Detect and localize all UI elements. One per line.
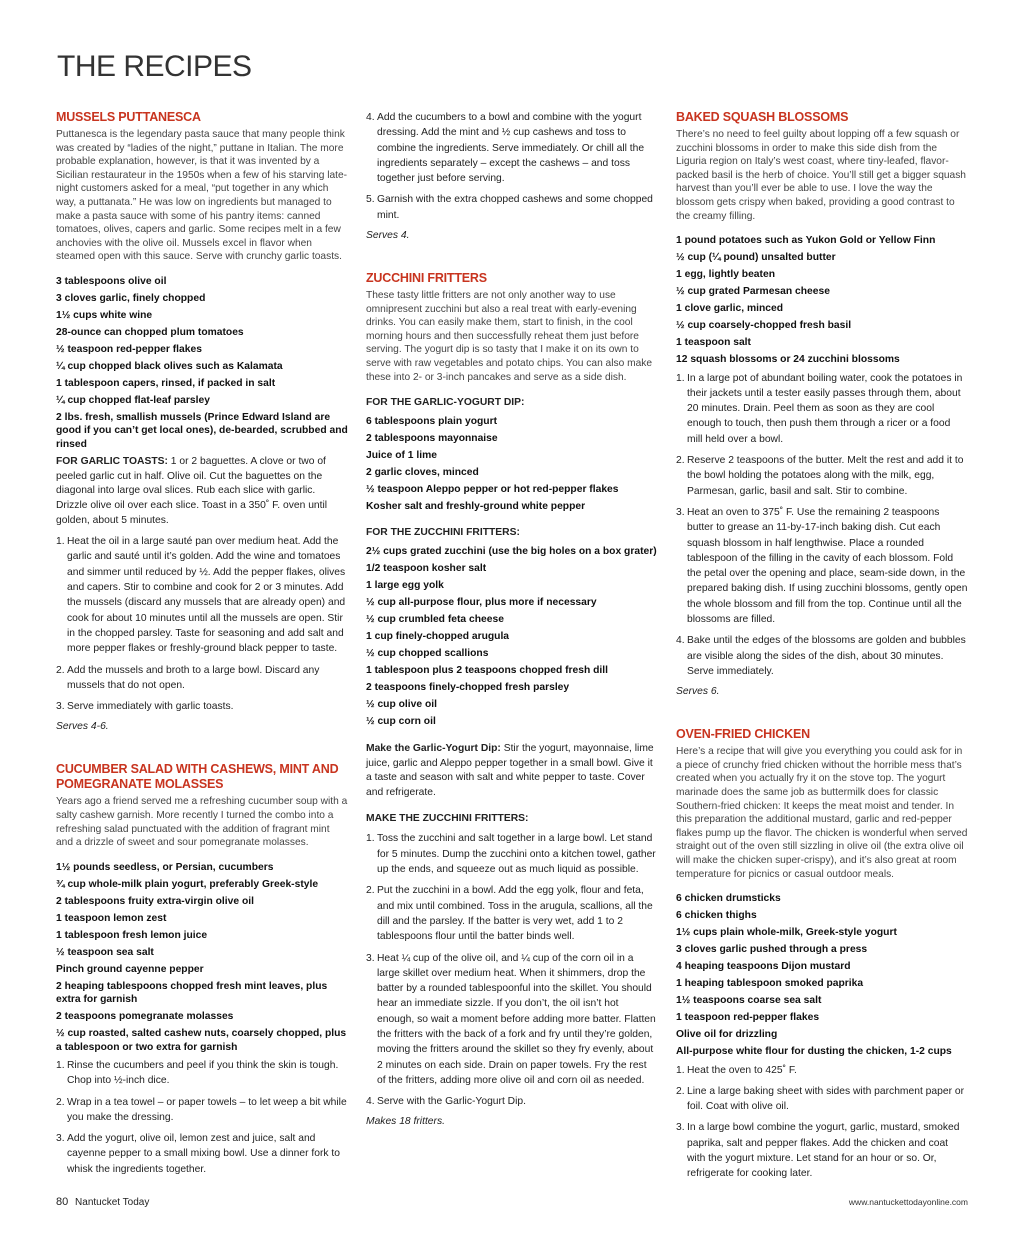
- step-number: 3.: [676, 506, 685, 518]
- step-number: 1.: [56, 1059, 65, 1071]
- ingredient-item: 2 lbs. fresh, smallish mussels (Prince Edward Island are good if you can’t get local ones), de-bearded, scrubbed and rinsed: [56, 411, 348, 450]
- step-list: [366, 831, 658, 1109]
- step-text: Rinse the cucumbers and peel if you think the skin is tough. Chop into ½-inch dice.: [67, 1059, 339, 1087]
- step-text: Wrap in a tea towel – or paper towels – to let weep a bit while you make the dressing.: [67, 1096, 347, 1123]
- step-text: Reserve 2 teaspoons of the butter. Melt the rest and add it to the bowl holding the potatoes along with the milk, egg, Parmesan, garlic, basil and salt. Stir to combine.: [687, 455, 964, 497]
- step-item: [366, 831, 658, 877]
- recipe-baked-squash-blossoms: [676, 110, 968, 699]
- step-number: 2.: [676, 455, 685, 467]
- step-number: 1.: [676, 372, 685, 384]
- step-list: [676, 371, 968, 680]
- ingredient-item: 6 tablespoons plain yogurt: [366, 416, 498, 428]
- ingredient-item: ½ cup olive oil: [366, 698, 437, 710]
- ingredient-item: 1½ cups plain whole-milk, Greek-style yogurt: [676, 927, 897, 939]
- step-number: 2.: [676, 1085, 685, 1097]
- ingredient-item: 1½ teaspoons coarse sea salt: [676, 995, 822, 1007]
- ingredient-item: 1 tablespoon capers, rinsed, if packed in salt: [56, 377, 276, 389]
- step-number: 3.: [56, 701, 65, 713]
- step-number: 4.: [676, 635, 685, 647]
- recipe-intro: There’s no need to feel guilty about lopping off a few squash or zucchini blossoms in order to make this side dish from the Liguria region on Italy’s west coast, where tiny-leafed, flavor-packed basil is the herb of choice. You’ll still get a bigger squash harvest than you’ll ever be able to use. I love the way the blossom gets crispy when baked, providing a good contrast to the creamy filling.: [676, 129, 966, 222]
- page-number: 80: [56, 1196, 69, 1208]
- step-number: 1.: [56, 536, 65, 548]
- recipe-intro: Here’s a recipe that will give you everything you could ask for in a piece of crunchy fried chicken without the horrible mess that’s created when you actually fry it on the stove top. The yogurt marinade does the same job as buttermilk does for classic Southern-fried chicken: It keeps the meat moist and tender. In this preparation the additional mustard, garlic and red-pepper flakes pump up the flavor. The chicken is wonderful when served straight out of the oven still sizzling in olive oil (the extra olive oil will make the chicken super-crispy), and it’s also great at room temperature for picnics or casual outdoor meals.: [676, 746, 968, 880]
- ingredient-item: 1 egg, lightly beaten: [676, 269, 775, 281]
- step-text: Toss the zucchini and salt together in a large bowl. Let stand for 5 minutes. Dump the zucchini onto a kitchen towel, gather up the ends, and squeeze out as much liquid as possible.: [377, 833, 656, 876]
- recipe-zucchini-fritters: [366, 271, 658, 1129]
- ingredient-item: 1 teaspoon red-pepper flakes: [676, 1012, 820, 1024]
- dip-subhead: FOR THE GARLIC-YOGURT DIP:: [366, 397, 525, 409]
- step-item: [56, 699, 348, 714]
- garlic-toasts-label: FOR GARLIC TOASTS:: [56, 456, 168, 468]
- step-list: [56, 534, 348, 714]
- step-item: [56, 1058, 348, 1089]
- ingredient-list: [56, 275, 348, 451]
- ingredient-item: 6 chicken thighs: [676, 910, 757, 922]
- step-item: [366, 192, 658, 223]
- publication-name: Nantucket Today: [75, 1197, 150, 1208]
- step-list: [366, 110, 658, 223]
- ingredient-item: 3 cloves garlic, finely chopped: [56, 292, 206, 304]
- recipe-title: ZUCCHINI FRITTERS: [366, 271, 487, 286]
- step-number: 3.: [56, 1133, 65, 1145]
- step-number: 2.: [56, 664, 65, 676]
- ingredient-item: All-purpose white flour for dusting the chicken, 1-2 cups: [676, 1046, 952, 1058]
- recipe-intro: Years ago a friend served me a refreshing cucumber soup with a salty cashew garnish. More recently I turned the combo into a refreshing salad punctuated with the addition of fragrant mint and a drizzle of sweet and sour pomegranate molasses.: [56, 796, 348, 849]
- step-text: Add the cucumbers to a bowl and combine with the yogurt dressing. Add the mint and ½ cup cashews and toss to combine the ingredients. Serve immediately. Or chill all the ingredients separately – except the cashews – and toss together just before serving.: [377, 112, 645, 185]
- step-item: [56, 663, 348, 694]
- makes-note: Makes 18 fritters.: [366, 1116, 445, 1128]
- ingredient-item: 3 tablespoons olive oil: [56, 275, 167, 287]
- ingredient-item: 1 tablespoon fresh lemon juice: [56, 929, 208, 941]
- step-text: Heat an oven to 375˚ F. Use the remaining 2 teaspoons butter to grease an 11-by-17-inch baking dish. Cut each squash blossom in half lengthwise. Place a rounded tablespoon of the filling in the cavity of each blossom. Fold the petal over the opening and place, seam-side down, in the prepared baking dish. If using zucchini blossoms, gently open the whole blossom and fill from the top. Continue until all the blossoms are filled.: [687, 506, 968, 626]
- ingredient-item: ½ teaspoon Aleppo pepper or hot red-pepper flakes: [366, 484, 619, 496]
- step-text: Serve immediately with garlic toasts.: [67, 701, 234, 713]
- ingredient-item: Kosher salt and freshly-ground white pepper: [366, 501, 586, 513]
- ingredient-item: ½ cup chopped scallions: [366, 647, 489, 659]
- ingredient-item: Pinch ground cayenne pepper: [56, 963, 204, 975]
- ingredient-item: Juice of 1 lime: [366, 450, 437, 462]
- step-number: 4.: [366, 1096, 375, 1108]
- ingredient-item: 1 teaspoon lemon zest: [56, 912, 167, 924]
- step-text: In a large pot of abundant boiling water, cook the potatoes in their jackets until a tester easily passes through them, about 20 minutes. Drain. Peel them as soon as they are cool enough to touch, then push them through a ricer or a food mill held over a bowl.: [687, 372, 963, 445]
- step-item: [676, 1084, 968, 1115]
- serves-note: Serves 4.: [366, 230, 410, 242]
- ingredient-list: [56, 861, 348, 1054]
- fritter-subhead: FOR THE ZUCCHINI FRITTERS:: [366, 526, 520, 538]
- step-text: Add the yogurt, olive oil, lemon zest and juice, salt and cayenne pepper to a small mixing bowl. Use a dinner fork to whisk the ingredients together.: [67, 1133, 341, 1175]
- ingredient-item: ½ cup (¼ pound) unsalted butter: [676, 252, 836, 264]
- recipe-title: MUSSELS PUTTANESCA: [56, 110, 201, 124]
- footer-left: [56, 1196, 149, 1208]
- step-item: [366, 1094, 658, 1109]
- ingredient-item: 1 teaspoon salt: [676, 337, 751, 349]
- ingredient-item: ½ teaspoon sea salt: [56, 946, 154, 958]
- ingredient-item: 1 pound potatoes such as Yukon Gold or Yellow Finn: [676, 235, 936, 247]
- step-number: 1.: [366, 833, 375, 845]
- ingredient-item: ½ cup all-purpose flour, plus more if necessary: [366, 596, 597, 608]
- recipe-intro: These tasty little fritters are not only another way to use omnipresent zucchini but also a real treat with early-evening drinks. You can easily make them, start to finish, in the cool morning hours and then successfully reheat them just before serving. The yogurt dip is so tasty that I make it on its own to serve with raw vegetables and potato chips. You can also make these into 2- or 3-inch pancakes and serve as a side dish.: [366, 290, 652, 383]
- ingredient-item: 2½ cups grated zucchini (use the big holes on a box grater): [366, 545, 657, 557]
- ingredient-item: ¾ cup whole-milk plain yogurt, preferably Greek-style: [56, 878, 319, 890]
- garlic-toasts-text: 1 or 2 baguettes. A clove or two of peeled garlic cut in half. Olive oil. Cut the baguettes on the diagonal into large oval slices. Rub each slice with garlic. Drizzle olive oil over each slice. Toast in a 350˚ F. oven until golden, about 5 minutes.: [56, 456, 328, 526]
- step-list: [56, 1058, 348, 1177]
- step-number: 1.: [676, 1064, 685, 1076]
- recipe-title: OVEN-FRIED CHICKEN: [676, 727, 810, 742]
- ingredient-item: 2 garlic cloves, minced: [366, 467, 479, 479]
- step-item: [676, 1063, 968, 1078]
- recipe-mussels-puttanesca: [56, 110, 348, 734]
- ingredient-item: 2 teaspoons finely-chopped fresh parsley: [366, 681, 570, 693]
- step-text: Heat the oven to 425˚ F.: [687, 1064, 797, 1076]
- make-dip-text: Stir the yogurt, mayonnaise, lime juice, garlic and Aleppo pepper together in a small bowl. Give it a taste and season with salt and white pepper to taste. Cover and refrigerate.: [366, 743, 654, 798]
- recipe-oven-fried-chicken: [676, 727, 968, 1181]
- ingredient-item: ½ cup roasted, salted cashew nuts, coarsely chopped, plus a tablespoon or two extra for garnish: [56, 1028, 347, 1053]
- recipe-cucumber-salad-continued: [366, 110, 658, 243]
- step-item: [56, 1095, 348, 1126]
- ingredient-list: [366, 415, 658, 513]
- recipe-cucumber-salad: [56, 762, 348, 1177]
- ingredient-item: 2 tablespoons fruity extra-virgin olive oil: [56, 895, 254, 907]
- ingredient-item: 1 clove garlic, minced: [676, 303, 784, 315]
- ingredient-item: 12 squash blossoms or 24 zucchini blossoms: [676, 354, 900, 366]
- ingredient-item: 3 cloves garlic pushed through a press: [676, 944, 868, 956]
- ingredient-item: 1½ pounds seedless, or Persian, cucumbers: [56, 861, 274, 873]
- step-text: Garnish with the extra chopped cashews and some chopped mint.: [377, 194, 653, 221]
- ingredient-item: 28-ounce can chopped plum tomatoes: [56, 326, 244, 338]
- serves-note: Serves 6.: [676, 686, 720, 698]
- ingredient-item: 2 teaspoons pomegranate molasses: [56, 1011, 234, 1023]
- ingredient-item: ½ cup crumbled feta cheese: [366, 613, 504, 625]
- step-text: Heat the oil in a large sauté pan over medium heat. Add the garlic and sauté until it’s golden. Add the wine and tomatoes and simmer until reduced by ½. Add the pepper flakes, olives and capers. Stir to combine and cook for 2 or 3 minutes. Add the mussels (discard any mussels that are already open) and cook for about 10 minutes until all the mussels are open. Stir in the chopped parsley. Taste for seasoning and add salt and more pepper flakes or freshly-ground black pepper to taste.: [67, 536, 346, 655]
- ingredient-item: Olive oil for drizzling: [676, 1029, 778, 1041]
- step-text: Line a large baking sheet with sides with parchment paper or foil. Coat with olive oil.: [687, 1085, 965, 1113]
- ingredient-item: ½ cup grated Parmesan cheese: [676, 286, 830, 298]
- make-dip-note: [366, 742, 658, 800]
- ingredient-item: ¼ cup chopped flat-leaf parsley: [56, 394, 210, 406]
- ingredient-item: 1 heaping tablespoon smoked paprika: [676, 978, 864, 990]
- column-middle: [366, 110, 658, 1129]
- step-text: Put the zucchini in a bowl. Add the egg yolk, flour and feta, and mix until combined. Toss in the arugula, scallions, all the dill and the parsley. If the batter is very wet, add 1 to 2 tablespoons flour until the batter binds well.: [377, 885, 653, 943]
- website-url: www.nantuckettodayonline.com: [848, 1197, 968, 1207]
- step-item: [366, 110, 658, 186]
- ingredient-item: 4 heaping teaspoons Dijon mustard: [676, 961, 851, 973]
- step-text: In a large bowl combine the yogurt, garlic, mustard, smoked paprika, salt and pepper flakes. Add the chicken and coat with the yogurt mixture. Let stand for an hour or so. Or, refrigerate for cooking later.: [687, 1122, 960, 1180]
- serves-note: Serves 4-6.: [56, 721, 109, 733]
- ingredient-list: [366, 545, 658, 728]
- ingredient-item: ½ cup corn oil: [366, 715, 436, 727]
- step-text: Serve with the Garlic-Yogurt Dip.: [377, 1096, 526, 1108]
- ingredient-item: 2 heaping tablespoons chopped fresh mint leaves, plus extra for garnish: [56, 980, 328, 1006]
- ingredient-item: 1½ cups white wine: [56, 309, 153, 321]
- step-item: [366, 883, 658, 944]
- ingredient-list: [676, 892, 968, 1058]
- ingredient-item: ½ cup coarsely-chopped fresh basil: [676, 320, 852, 332]
- step-number: 5.: [366, 194, 375, 206]
- step-item: [56, 534, 348, 656]
- recipe-intro: Puttanesca is the legendary pasta sauce that many people think was created by “ladies of the night,” puttane in Italian. The more probable explanation, however, is that it was invented by a Sicilian restaurateur in the 1950s when a few of his starving late-night customers asked for a meal, “put together in any which way, a puttanata.” He was low on ingredients but managed to make a pasta sauce with some of his pantry items: canned tomatoes, olives, capers and garlic. Some recipes melt in a few anchovies with the olive oil. Mussels excel in flavor when steamed open with this sauce. Serve with crunchy garlic toasts.: [56, 129, 348, 263]
- step-item: [676, 371, 968, 447]
- step-item: [676, 1120, 968, 1181]
- recipe-title: BAKED SQUASH BLOSSOMS: [676, 110, 849, 124]
- make-dip-label: Make the Garlic-Yogurt Dip:: [366, 743, 501, 755]
- step-item: [676, 505, 968, 627]
- ingredient-item: 6 chicken drumsticks: [676, 893, 781, 905]
- ingredient-item: 1 cup finely-chopped arugula: [366, 630, 510, 642]
- page-title: THE RECIPES: [57, 50, 252, 83]
- ingredient-item: 1 large egg yolk: [366, 579, 444, 591]
- step-text: Add the mussels and broth to a large bowl. Discard any mussels that do not open.: [67, 664, 320, 691]
- ingredient-item: ¼ cup chopped black olives such as Kalamata: [56, 360, 283, 372]
- step-number: 3.: [676, 1122, 685, 1134]
- ingredient-list: [676, 234, 968, 366]
- column-left: [56, 110, 348, 1183]
- step-item: [56, 1131, 348, 1177]
- column-right: [676, 110, 968, 1188]
- step-item: [676, 633, 968, 679]
- ingredient-item: 1 tablespoon plus 2 teaspoons chopped fresh dill: [366, 664, 609, 676]
- step-number: 3.: [366, 952, 375, 964]
- garlic-toasts-note: [56, 455, 348, 528]
- ingredient-item: 1/2 teaspoon kosher salt: [366, 562, 487, 574]
- step-item: [676, 453, 968, 499]
- step-number: 4.: [366, 112, 375, 123]
- step-number: 2.: [56, 1096, 65, 1108]
- step-list: [676, 1063, 968, 1182]
- step-text: Bake until the edges of the blossoms are golden and bubbles are visible along the sides of the dish, about 30 minutes. Serve immediately.: [687, 635, 966, 677]
- recipe-title: CUCUMBER SALAD WITH CASHEWS, MINT AND POMEGRANATE MOLASSES: [56, 762, 339, 792]
- ingredient-item: ½ teaspoon red-pepper flakes: [56, 343, 202, 355]
- step-item: [366, 951, 658, 1089]
- step-number: 2.: [366, 885, 375, 897]
- ingredient-item: 2 tablespoons mayonnaise: [366, 433, 498, 445]
- step-text: Heat ¼ cup of the olive oil, and ¼ cup of the corn oil in a large skillet over medium heat. When it shimmers, drop the batter by a rounded tablespoonful into the skillet. You should hear an immediate sizzle. If you don’t, the oil isn’t hot enough, so wait a moment before adding more batter. Flatten the fritters with the back of a fork and fry until they’re golden, moving the fritters around the skillet so they fry evenly, about 2 minutes on each side. Drain on paper towels. Fry the rest of the fritters, adding more olive oil and corn oil as needed.: [377, 952, 656, 1086]
- make-fritters-subhead: MAKE THE ZUCCHINI FRITTERS:: [366, 813, 529, 825]
